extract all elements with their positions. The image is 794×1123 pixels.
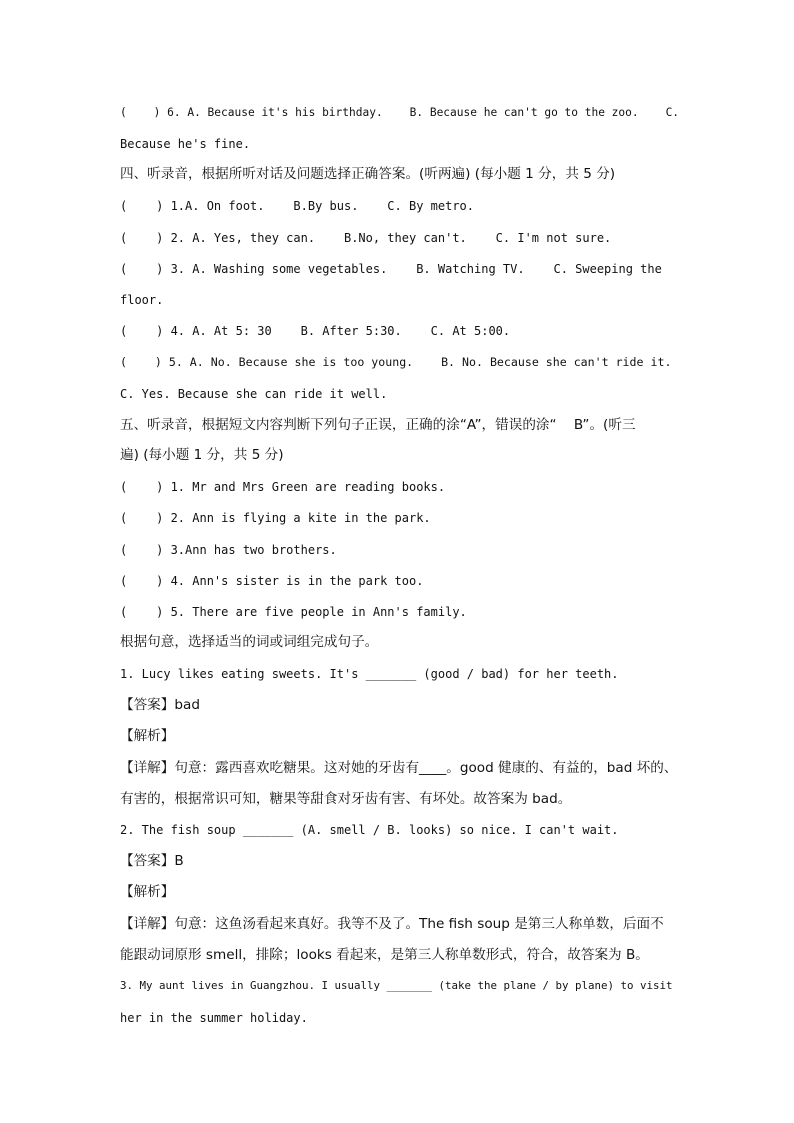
fb-q3-continued: her in the summer holiday. bbox=[120, 1011, 308, 1025]
q6-listening-options: ( ) 6. A. Because it's his birthday. B. Because he can't go to the zoo. C. bbox=[120, 106, 680, 119]
fb-q3: 3. My aunt lives in Guangzhou. I usually _______ (take the plane / by plane) to visit bbox=[120, 979, 673, 992]
s5-q3: ( ) 3.Ann has two brothers. bbox=[120, 543, 337, 557]
fb-q2-answer: 【答案】B bbox=[120, 853, 184, 869]
fb-q2-explanation-continued: 能跟动词原形 smell，排除；looks 看起来，是第三人称单数形式，符合，故答案为 B。 bbox=[120, 947, 649, 963]
s4-q5-continued: C. Yes. Because she can ride it well. bbox=[120, 387, 388, 401]
fb-q1-analysis-label: 【解析】 bbox=[120, 728, 175, 744]
s4-q1: ( ) 1.A. On foot. B.By bus. C. By metro. bbox=[120, 199, 475, 213]
fb-q1: 1. Lucy likes eating sweets. It's _______ (good / bad) for her teeth. bbox=[120, 667, 619, 681]
fb-q1-answer: 【答案】bad bbox=[120, 697, 200, 713]
s5-q4: ( ) 4. Ann's sister is in the park too. bbox=[120, 574, 424, 588]
section-5-heading-continued: 遍) (每小题 1 分，共 5 分) bbox=[120, 447, 284, 463]
q6-option-c-continued: Because he's fine. bbox=[120, 137, 251, 151]
fb-q1-explanation-continued: 有害的，根据常识可知，糖果等甜食对牙齿有害、有坏处。故答案为 bad。 bbox=[120, 791, 572, 807]
s5-q2: ( ) 2. Ann is flying a kite in the park. bbox=[120, 511, 431, 525]
s5-q1: ( ) 1. Mr and Mrs Green are reading books. bbox=[120, 480, 446, 494]
s4-q4: ( ) 4. A. At 5: 30 B. After 5:30. C. At 5:00. bbox=[120, 324, 511, 338]
s5-q5: ( ) 5. There are five people in Ann's family. bbox=[120, 605, 467, 619]
s4-q3-continued: floor. bbox=[120, 293, 164, 307]
fill-blank-instruction: 根据句意，选择适当的词或词组完成句子。 bbox=[120, 634, 379, 650]
fb-q1-explanation: 【详解】句意：露西喜欢吃糖果。这对她的牙齿有____。good 健康的、有益的，bad 坏的、 bbox=[120, 760, 678, 776]
fb-q2: 2. The fish soup _______ (A. smell / B. looks) so nice. I can't wait. bbox=[120, 823, 619, 837]
fb-q2-analysis-label: 【解析】 bbox=[120, 884, 175, 900]
s4-q3: ( ) 3. A. Washing some vegetables. B. Watching TV. C. Sweeping the bbox=[120, 262, 662, 276]
section-5-heading: 五、听录音，根据短文内容判断下列句子正误，正确的涂“A”，错误的涂“ B”。(听三 bbox=[120, 417, 636, 433]
s4-q5: ( ) 5. A. No. Because she is too young. B. No. Because she can't ride it. bbox=[120, 355, 672, 369]
fb-q2-explanation: 【详解】句意：这鱼汤看起来真好。我等不及了。The fish soup 是第三人称单数，后面不 bbox=[120, 916, 664, 932]
s4-q2: ( ) 2. A. Yes, they can. B.No, they can't. C. I'm not sure. bbox=[120, 231, 612, 245]
section-4-heading: 四、听录音，根据所听对话及问题选择正确答案。(听两遍) (每小题 1 分，共 5 分) bbox=[120, 166, 616, 182]
